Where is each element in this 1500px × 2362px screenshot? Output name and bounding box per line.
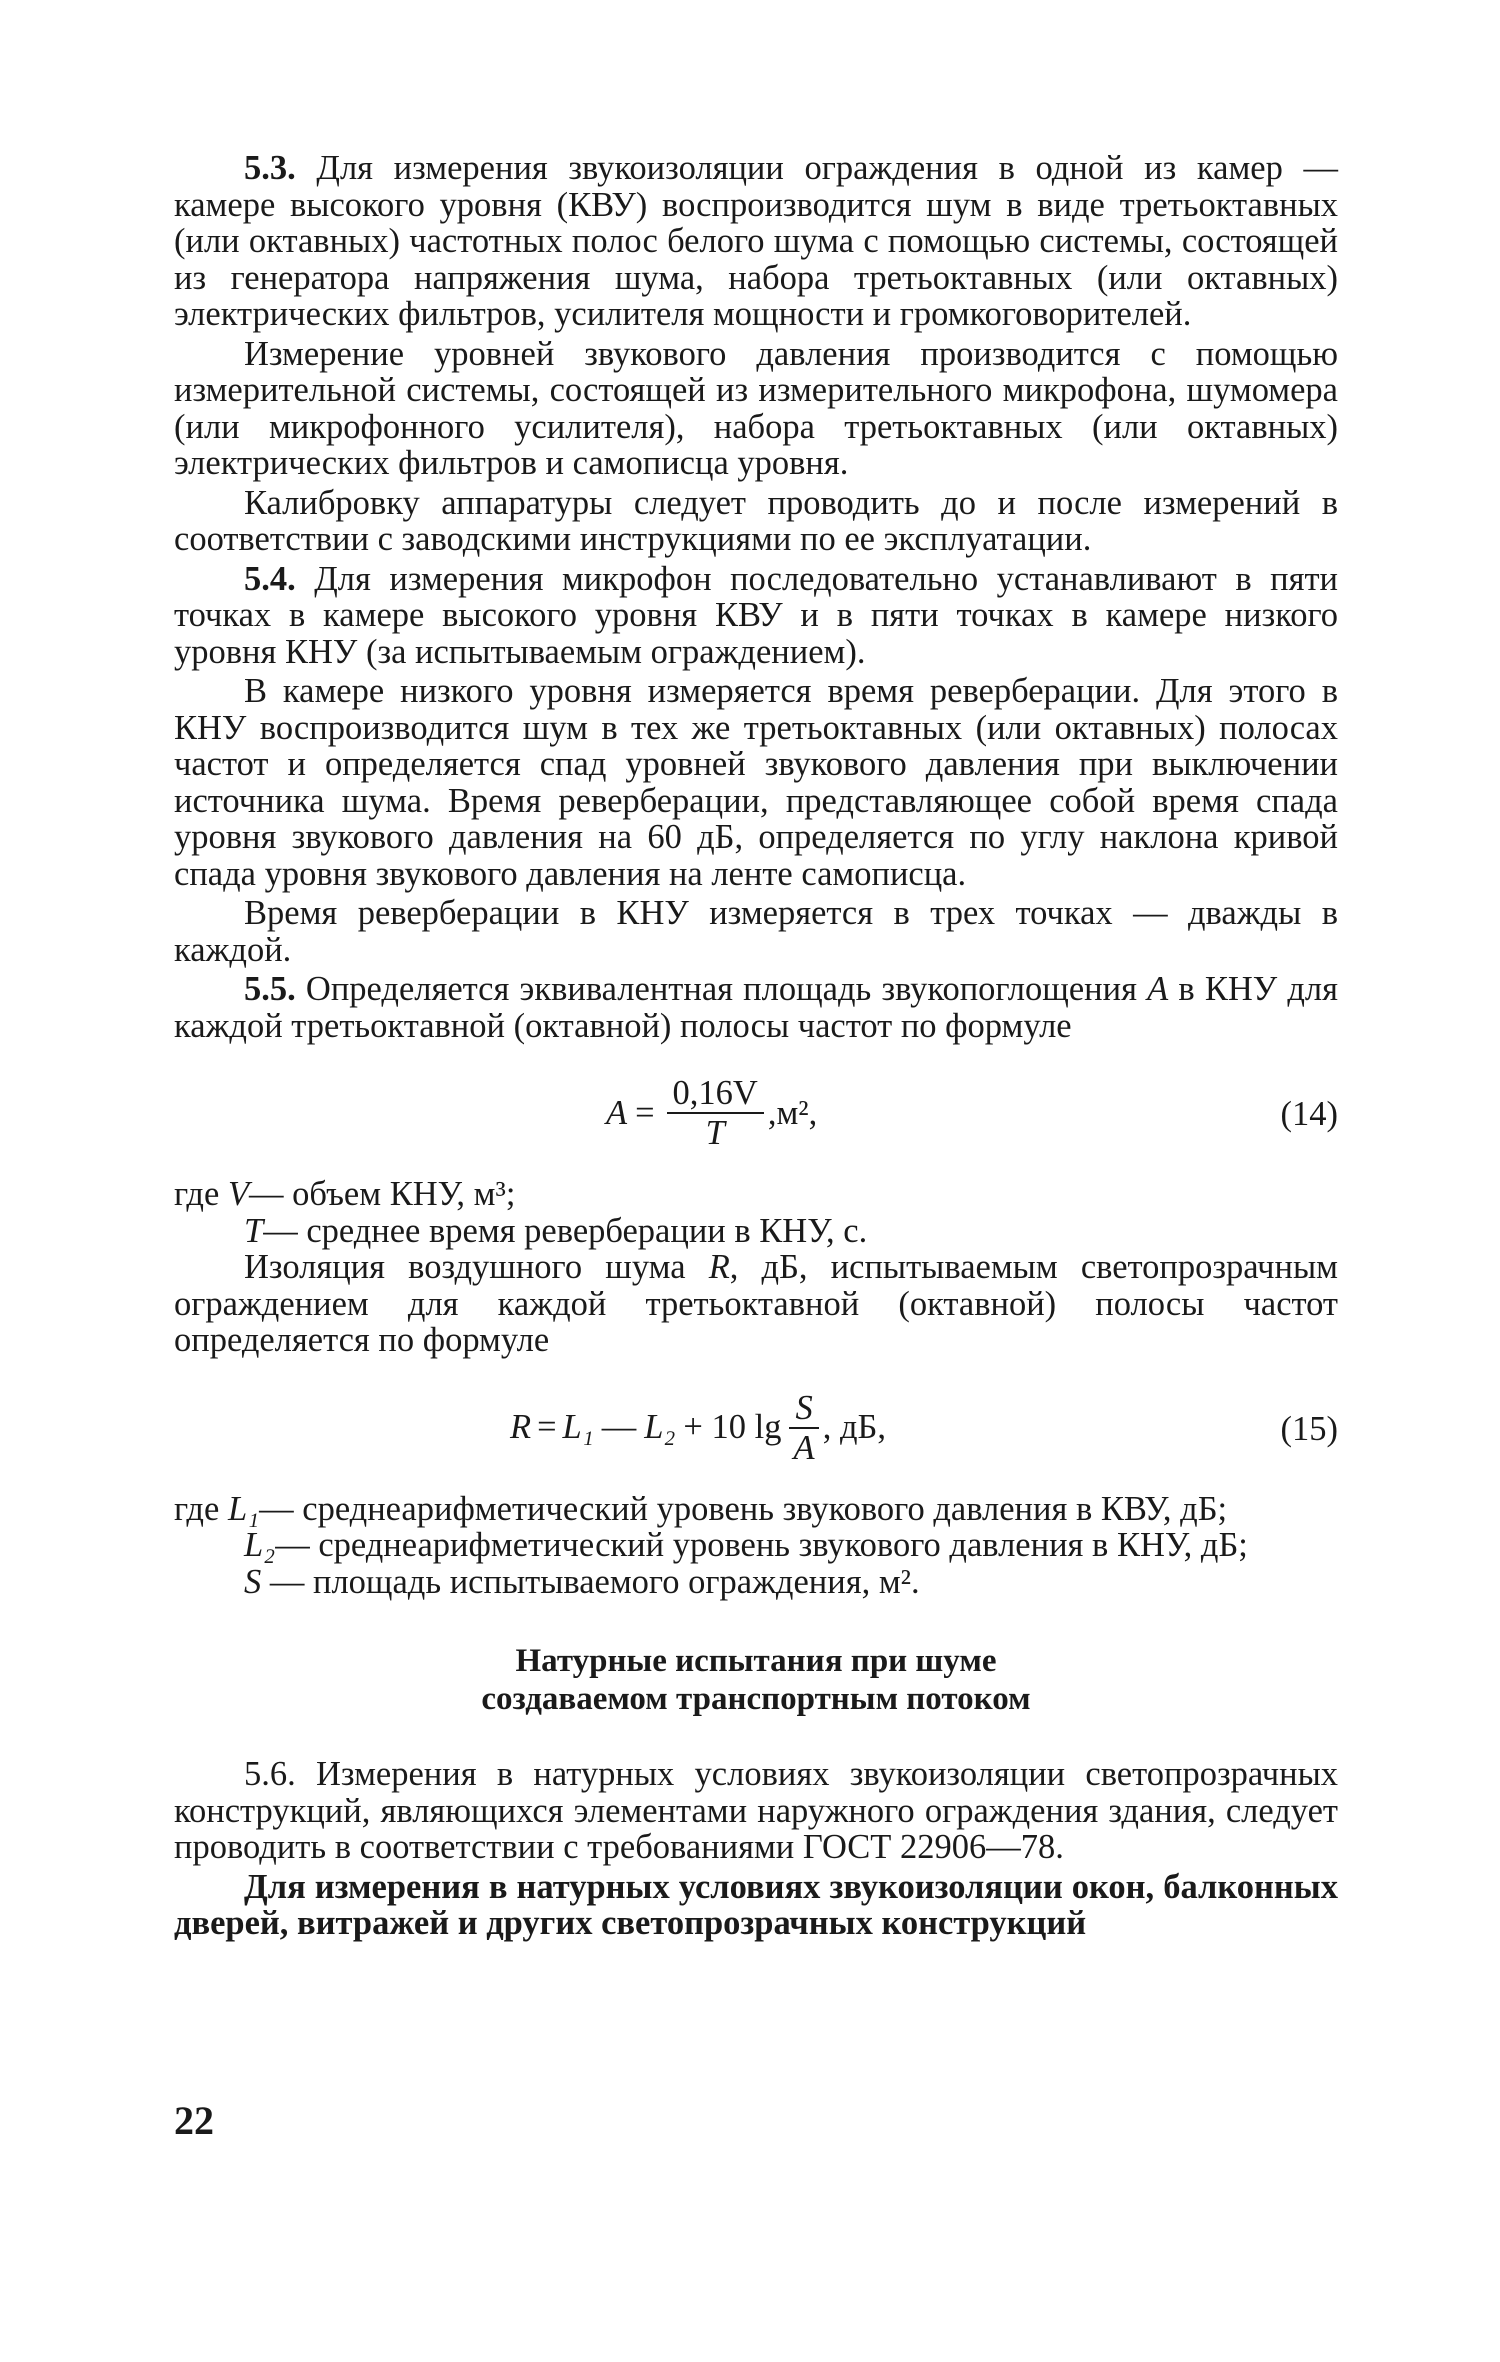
definition-s — [174, 1564, 1338, 1601]
formula-unit: ,м², — [767, 1093, 818, 1132]
paragraph-field-measurement: Для измерения в натурных условиях звукоизоляции окон, балконных дверей, витражей и других светопрозрачных конструкций — [174, 1867, 1338, 1942]
document-body — [174, 150, 1338, 1942]
fraction — [667, 1074, 764, 1152]
variable-r: R — [708, 1248, 730, 1286]
heading-line: Натурные испытания при шуме — [515, 1643, 997, 1679]
page-number: 22 — [174, 2098, 214, 2143]
numerator: 0,16V — [667, 1074, 764, 1114]
paragraph-text: , дБ, испытываемым светопрозрачным ограждением для каждой третьоктавной (октавной) полосы частот определяется по формуле — [174, 1248, 1339, 1359]
symbol: V — [227, 1175, 250, 1213]
definition-v — [174, 1176, 1338, 1213]
heading-line: создаваемом транспортным потоком — [481, 1681, 1031, 1717]
definition-text: — среднее время реверберации в КНУ, с. — [263, 1211, 868, 1250]
definition-text: — среднеарифметический уровень звукового давления в КВУ, дБ; — [259, 1489, 1228, 1528]
paragraph-text: Определяется эквивалентная площадь звукопоглощения — [305, 970, 1137, 1008]
where-word: где — [174, 1489, 220, 1528]
paragraph-text: Измерения в натурных условиях звукоизоляции светопрозрачных конструкций, являющихся элементами наружного ограждения здания, следует проводить в соответствии с требованиями ГОСТ 22906—78. — [174, 1755, 1338, 1866]
paragraph-calibration: Калибровку аппаратуры следует проводить до и после измерений в соответствии с заводскими инструкциями по ее эксплуатации. — [174, 483, 1338, 558]
fraction — [789, 1389, 818, 1467]
clause-number: 5.6. — [244, 1755, 296, 1793]
numerator: S — [789, 1389, 818, 1429]
paragraph-text: Для измерения звукоизоляции ограждения в одной из камер — камере высокого уровня (КВУ) воспроизводится шум в виде третьоктавных (или октавных) частотных полос белого шума с помощью системы, состоящей из генератора напряжения шума, набора третьоктавных (или октавных) электрических фильтров, усилителя мощности и громкоговорителей. — [174, 149, 1339, 333]
definition-text: — площадь испытываемого ограждения, м². — [269, 1562, 920, 1601]
paragraph-5-3 — [174, 150, 1338, 333]
paragraph-text: в КНУ для каждой третьоктавной (октавной) полосы частот по формуле — [174, 970, 1338, 1045]
paragraph-measurement-system: Измерение уровней звукового давления производится с помощью измерительной системы, состоящей из измерительного микрофона, шумомера (или микрофонного усилителя), набора третьоктавных (или октавных) электрических фильтров и самописца уровня. — [174, 334, 1338, 482]
clause-number: 5.3. — [244, 149, 296, 187]
paragraph-5-6 — [174, 1756, 1338, 1866]
definition-l2 — [174, 1527, 1338, 1564]
paragraph-5-5 — [174, 971, 1338, 1044]
definition-text: — объем КНУ, м³; — [249, 1175, 516, 1213]
formula-15: R = L₁ — L₂ + 10 lg $\frac{S}{A}$ , дБ, (15) — [510, 1388, 1338, 1467]
clause-number: 5.4. — [244, 559, 296, 598]
definition-l1 — [174, 1491, 1338, 1528]
symbol: L₂ — [244, 1526, 276, 1564]
denominator: T — [705, 1114, 725, 1152]
definition-text: — среднеарифметический уровень звукового давления в КНУ, дБ; — [275, 1526, 1248, 1564]
formula-lhs: A — [606, 1093, 628, 1132]
formula-term: L₁ — [562, 1408, 594, 1447]
formula-term: + 10 lg — [683, 1408, 782, 1447]
where-word: где — [174, 1175, 220, 1213]
paragraph-text: Изоляция воздушного шума — [244, 1248, 686, 1286]
paragraph-5-4 — [174, 561, 1338, 671]
paragraph-reverberation: В камере низкого уровня измеряется время реверберации. Для этого в КНУ воспроизводится шум в тех же третьоктавных (или октавных) полосах частот и определяется спад уровней звукового давления при выключении источника шума. Время реверберации, представляющее собой время спада уровня звукового давления на 60 дБ, определяется по углу наклона кривой спада уровня звукового давления на ленте самописца. — [174, 672, 1338, 893]
paragraph-text: Для измерения микрофон последовательно устанавливают в пяти точках в камере высокого уровня КВУ и в пяти точках в камере низкого уровня КНУ (за испытываемым ограждением). — [174, 559, 1338, 671]
paragraph-air-insulation — [174, 1249, 1338, 1359]
formula-14: A = $\frac{0,16V}{T}$ ,м², (14) — [606, 1074, 1338, 1152]
paragraph-reverberation-points: Время реверберации в КНУ измеряется в трех точках — дважды в каждой. — [174, 894, 1338, 969]
definition-t — [174, 1213, 1338, 1250]
formula-unit: , дБ, — [822, 1408, 886, 1447]
clause-number: 5.5. — [244, 970, 296, 1008]
symbol: S — [244, 1562, 262, 1601]
symbol: T — [244, 1211, 264, 1250]
denominator: A — [793, 1428, 815, 1467]
formula-lhs: R — [510, 1408, 532, 1447]
formula-term: L₂ — [644, 1408, 676, 1447]
formula-number: (14) — [1280, 1095, 1338, 1133]
variable-a: A — [1147, 970, 1169, 1008]
symbol: L₁ — [227, 1489, 260, 1528]
section-heading — [174, 1642, 1338, 1718]
formula-number: (15) — [1280, 1409, 1338, 1448]
